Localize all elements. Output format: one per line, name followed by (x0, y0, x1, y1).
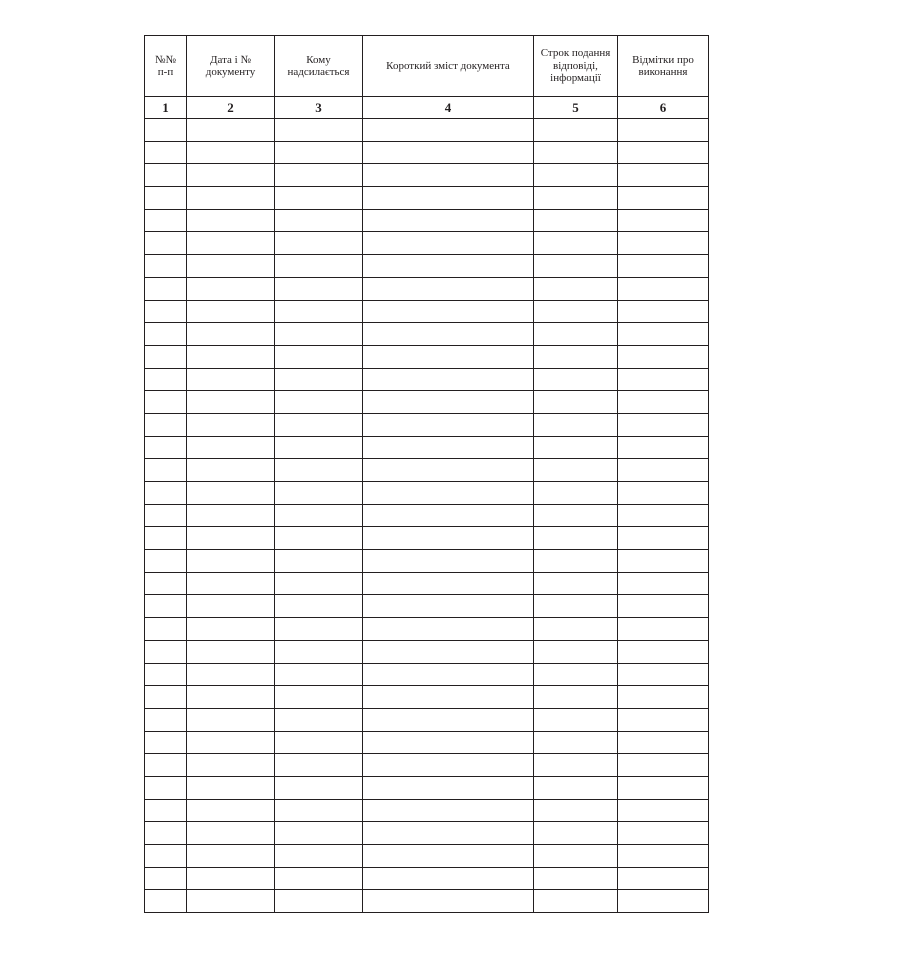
table-cell (275, 119, 363, 142)
table-cell (534, 822, 618, 845)
table-cell (618, 867, 709, 890)
table-row (145, 867, 709, 890)
table-cell (618, 164, 709, 187)
table-cell (187, 436, 275, 459)
table-cell (618, 209, 709, 232)
table-cell (187, 663, 275, 686)
table-cell (145, 300, 187, 323)
table-cell (145, 232, 187, 255)
table-cell (187, 527, 275, 550)
table-cell (275, 527, 363, 550)
table-row (145, 277, 709, 300)
table-cell (534, 867, 618, 890)
table-cell (275, 345, 363, 368)
table-cell (275, 482, 363, 505)
table-cell (534, 731, 618, 754)
table-cell (145, 413, 187, 436)
table-cell (618, 550, 709, 573)
table-cell (618, 368, 709, 391)
table-cell (145, 799, 187, 822)
table-cell (363, 391, 534, 414)
table-row (145, 323, 709, 346)
table-cell (187, 618, 275, 641)
table-cell (534, 459, 618, 482)
table-cell (145, 822, 187, 845)
table-cell (534, 618, 618, 641)
table-cell (618, 141, 709, 164)
table-cell (187, 413, 275, 436)
header-cell-deadline: Строк подання відповіді, інформації (534, 36, 618, 97)
table-cell (363, 618, 534, 641)
table-cell (618, 595, 709, 618)
table-cell (275, 822, 363, 845)
table-cell (275, 799, 363, 822)
table-cell (145, 323, 187, 346)
table-row (145, 345, 709, 368)
table-cell (187, 345, 275, 368)
table-cell (145, 187, 187, 210)
table-cell (275, 663, 363, 686)
table-row (145, 708, 709, 731)
table-cell (187, 572, 275, 595)
table-row (145, 141, 709, 164)
table-cell (618, 845, 709, 868)
table-cell (618, 822, 709, 845)
table-cell (145, 527, 187, 550)
table-row (145, 731, 709, 754)
table-cell (534, 504, 618, 527)
table-cell (618, 482, 709, 505)
table-row (145, 572, 709, 595)
table-row (145, 209, 709, 232)
table-cell (363, 504, 534, 527)
table-cell (275, 413, 363, 436)
table-cell (534, 754, 618, 777)
table-cell (187, 459, 275, 482)
table-cell (534, 482, 618, 505)
table-cell (187, 391, 275, 414)
table-cell (363, 255, 534, 278)
table-cell (618, 731, 709, 754)
table-cell (363, 708, 534, 731)
table-cell (534, 209, 618, 232)
table-cell (534, 799, 618, 822)
table-row (145, 413, 709, 436)
table-cell (145, 686, 187, 709)
header-cell-notes: Відмітки про виконання (618, 36, 709, 97)
table-cell (145, 618, 187, 641)
table-cell (187, 845, 275, 868)
table-cell (363, 436, 534, 459)
table-row (145, 776, 709, 799)
table-cell (534, 527, 618, 550)
table-cell (275, 731, 363, 754)
table-cell (618, 459, 709, 482)
table-cell (145, 345, 187, 368)
header-cell-summary: Короткий зміст документа (363, 36, 534, 97)
table-cell (363, 572, 534, 595)
table-cell (363, 413, 534, 436)
table-row (145, 618, 709, 641)
column-number: 6 (618, 97, 709, 119)
table-cell (534, 300, 618, 323)
table-row (145, 232, 709, 255)
table-cell (363, 822, 534, 845)
table-cell (363, 209, 534, 232)
table-cell (275, 890, 363, 913)
table-cell (363, 595, 534, 618)
table-cell (187, 300, 275, 323)
table-cell (534, 663, 618, 686)
table-cell (534, 436, 618, 459)
table-cell (275, 572, 363, 595)
table-row (145, 459, 709, 482)
table-cell (363, 799, 534, 822)
table-cell (145, 754, 187, 777)
table-cell (145, 867, 187, 890)
table-cell (618, 708, 709, 731)
table-cell (618, 890, 709, 913)
table-cell (618, 754, 709, 777)
column-number-row (145, 97, 709, 119)
table-row (145, 595, 709, 618)
table-cell (534, 640, 618, 663)
table-cell (363, 867, 534, 890)
table-row (145, 482, 709, 505)
table-cell (534, 368, 618, 391)
table-cell (145, 277, 187, 300)
table-cell (534, 572, 618, 595)
header-cell-date: Дата і № документу (187, 36, 275, 97)
column-number: 3 (275, 97, 363, 119)
table-cell (187, 640, 275, 663)
table-cell (534, 776, 618, 799)
table-cell (618, 345, 709, 368)
table-cell (534, 255, 618, 278)
table-cell (363, 345, 534, 368)
table-row (145, 754, 709, 777)
table-cell (618, 663, 709, 686)
table-cell (187, 164, 275, 187)
table-cell (618, 776, 709, 799)
table-cell (275, 277, 363, 300)
table-row (145, 300, 709, 323)
table-cell (187, 209, 275, 232)
table-cell (145, 708, 187, 731)
table-cell (618, 436, 709, 459)
table-cell (187, 504, 275, 527)
table-cell (145, 504, 187, 527)
table-cell (618, 413, 709, 436)
table-cell (275, 754, 363, 777)
table-cell (618, 277, 709, 300)
table-cell (275, 255, 363, 278)
table-cell (363, 141, 534, 164)
column-number: 2 (187, 97, 275, 119)
table-row (145, 436, 709, 459)
table-cell (275, 776, 363, 799)
table-cell (275, 618, 363, 641)
table-cell (187, 482, 275, 505)
table-cell (534, 277, 618, 300)
table-cell (363, 663, 534, 686)
table-cell (275, 187, 363, 210)
table-cell (534, 391, 618, 414)
table-row (145, 527, 709, 550)
table-cell (145, 572, 187, 595)
table-cell (187, 890, 275, 913)
table-cell (187, 119, 275, 142)
table-cell (363, 300, 534, 323)
table-row (145, 640, 709, 663)
header-cell-recipient: Кому надсилається (275, 36, 363, 97)
table-cell (534, 164, 618, 187)
table-row (145, 663, 709, 686)
table-cell (363, 640, 534, 663)
table-cell (618, 686, 709, 709)
table-cell (275, 164, 363, 187)
table-cell (363, 119, 534, 142)
table-cell (275, 436, 363, 459)
table-cell (618, 187, 709, 210)
table-cell (187, 187, 275, 210)
table-cell (145, 731, 187, 754)
table-cell (618, 232, 709, 255)
table-cell (187, 141, 275, 164)
table-cell (363, 232, 534, 255)
table-row (145, 845, 709, 868)
table-cell (187, 799, 275, 822)
table-cell (145, 776, 187, 799)
table-cell (618, 391, 709, 414)
table-cell (145, 436, 187, 459)
table-cell (187, 277, 275, 300)
table-cell (275, 640, 363, 663)
table-cell (187, 867, 275, 890)
table-cell (363, 187, 534, 210)
table-row (145, 368, 709, 391)
table-cell (618, 119, 709, 142)
table-cell (145, 459, 187, 482)
table-cell (275, 323, 363, 346)
table-cell (145, 164, 187, 187)
column-number: 5 (534, 97, 618, 119)
column-number: 4 (363, 97, 534, 119)
table-cell (145, 550, 187, 573)
table-cell (534, 119, 618, 142)
table-cell (618, 323, 709, 346)
table-cell (363, 459, 534, 482)
table-cell (145, 640, 187, 663)
table-cell (275, 232, 363, 255)
table-row (145, 164, 709, 187)
table-cell (618, 572, 709, 595)
table-cell (363, 890, 534, 913)
table-cell (145, 368, 187, 391)
table-cell (618, 255, 709, 278)
table-cell (187, 232, 275, 255)
table-cell (187, 595, 275, 618)
column-number: 1 (145, 97, 187, 119)
table-cell (145, 663, 187, 686)
header-row (145, 36, 709, 97)
table-cell (363, 277, 534, 300)
table-cell (145, 595, 187, 618)
table-cell (187, 550, 275, 573)
table-cell (363, 776, 534, 799)
table-cell (275, 391, 363, 414)
table-cell (187, 731, 275, 754)
table-cell (534, 413, 618, 436)
table-cell (618, 799, 709, 822)
table-cell (363, 845, 534, 868)
table-row (145, 799, 709, 822)
table-row (145, 187, 709, 210)
table-cell (275, 867, 363, 890)
table-cell (187, 255, 275, 278)
table-row (145, 119, 709, 142)
table-cell (534, 345, 618, 368)
table-cell (363, 164, 534, 187)
table-cell (534, 686, 618, 709)
table-cell (145, 141, 187, 164)
table-cell (145, 890, 187, 913)
header-cell-number: №№ п-п (145, 36, 187, 97)
table-cell (618, 504, 709, 527)
table-cell (534, 708, 618, 731)
table-cell (275, 300, 363, 323)
table-cell (363, 550, 534, 573)
table-cell (534, 845, 618, 868)
table-cell (275, 368, 363, 391)
table-cell (275, 459, 363, 482)
table-cell (363, 368, 534, 391)
table-row (145, 890, 709, 913)
table-cell (145, 482, 187, 505)
table-cell (145, 391, 187, 414)
table-cell (187, 686, 275, 709)
table-cell (145, 119, 187, 142)
table-cell (275, 550, 363, 573)
table-cell (363, 754, 534, 777)
table-cell (534, 323, 618, 346)
table-cell (275, 595, 363, 618)
table-cell (275, 686, 363, 709)
table-cell (534, 595, 618, 618)
table-cell (618, 527, 709, 550)
table-cell (363, 482, 534, 505)
table-cell (145, 255, 187, 278)
table-cell (145, 845, 187, 868)
document-register-table (144, 35, 709, 913)
table-cell (363, 686, 534, 709)
table-cell (363, 731, 534, 754)
table-cell (145, 209, 187, 232)
table-cell (187, 708, 275, 731)
table-cell (363, 527, 534, 550)
table-row (145, 550, 709, 573)
table-cell (275, 708, 363, 731)
table-cell (187, 776, 275, 799)
table-row (145, 822, 709, 845)
table-row (145, 391, 709, 414)
table-cell (187, 754, 275, 777)
table-cell (618, 300, 709, 323)
table-cell (187, 323, 275, 346)
table-cell (275, 209, 363, 232)
table-cell (618, 640, 709, 663)
table-cell (363, 323, 534, 346)
table-row (145, 686, 709, 709)
table-row (145, 255, 709, 278)
table-cell (534, 141, 618, 164)
table-cell (618, 618, 709, 641)
table-cell (275, 141, 363, 164)
table-cell (534, 550, 618, 573)
table-cell (187, 368, 275, 391)
table-cell (275, 504, 363, 527)
table-cell (534, 890, 618, 913)
table-cell (187, 822, 275, 845)
table-cell (534, 232, 618, 255)
table-cell (534, 187, 618, 210)
table-cell (275, 845, 363, 868)
table-row (145, 504, 709, 527)
